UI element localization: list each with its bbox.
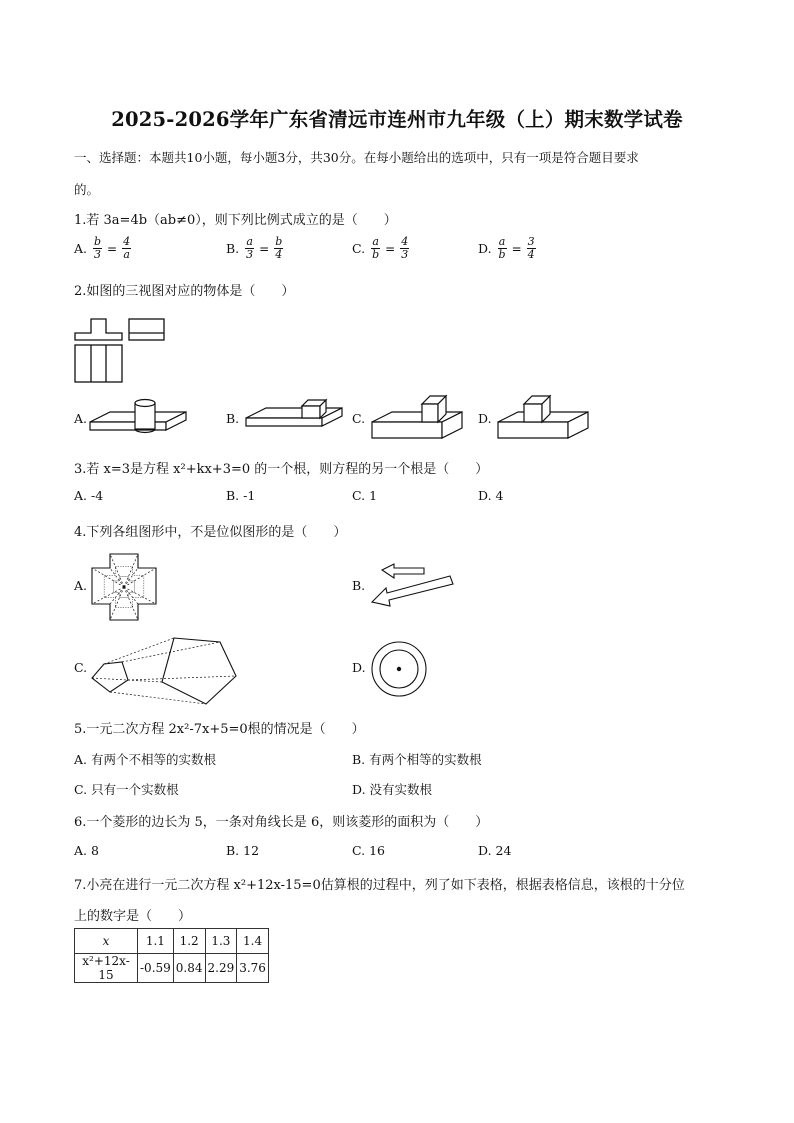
q2-option-c[interactable]: C.	[352, 411, 366, 426]
q4-option-a-figure	[90, 552, 158, 622]
q4-option-d-figure	[370, 640, 430, 700]
three-view-figure	[74, 316, 166, 384]
q4-option-c-figure	[88, 634, 240, 706]
q4-option-a[interactable]: A.	[74, 578, 88, 593]
question-4-stem: 4.下列各组图形中，不是位似图形的是（ ）	[74, 525, 347, 540]
q2-option-a-figure	[88, 396, 188, 442]
q7-table	[74, 928, 269, 983]
q6-option-b[interactable]: B. 12	[226, 843, 260, 858]
q2-option-b[interactable]: B.	[226, 411, 240, 426]
q2-option-d[interactable]: D.	[478, 411, 492, 426]
q4-option-c[interactable]: C.	[74, 660, 88, 675]
q2-option-c-figure	[370, 392, 468, 446]
q5-option-a[interactable]: A. 有两个不相等的实数根	[74, 752, 216, 767]
fraction: $\frac{b}{3}$	[94, 235, 102, 261]
q5-option-b[interactable]: B. 有两个相等的实数根	[352, 752, 482, 767]
q1-option-d[interactable]: D. $\frac{a}{b}$ = $\frac{3}{4}$	[478, 235, 535, 261]
q1-option-b[interactable]: B. $\frac{a}{3}$ = $\frac{b}{4}$	[226, 235, 283, 261]
table-row	[75, 954, 269, 983]
q3-option-d[interactable]: D. 4	[478, 488, 504, 503]
question-6-stem: 6.一个菱形的边长为 5，一条对角线长是 6，则该菱形的面积为（ ）	[74, 815, 489, 830]
fraction: $\frac{4}{a}$	[123, 235, 131, 261]
fraction: $\frac{b}{4}$	[275, 235, 283, 261]
table-cell: 1.4	[237, 929, 269, 954]
q5-option-d[interactable]: D. 没有实数根	[352, 782, 433, 797]
table-cell: x²+12x-15	[75, 954, 138, 983]
q2-option-d-figure	[496, 392, 592, 446]
question-7-stem-line2: 上的数字是（ ）	[74, 909, 192, 924]
table-cell: 0.84	[173, 954, 205, 983]
q1-option-c[interactable]: C. $\frac{a}{b}$ = $\frac{4}{3}$	[352, 235, 409, 261]
q2-option-b-figure	[244, 396, 344, 440]
q5-option-c[interactable]: C. 只有一个实数根	[74, 782, 179, 797]
table-cell: -0.59	[138, 954, 174, 983]
fraction: $\frac{a}{b}$	[372, 235, 380, 261]
fraction: $\frac{4}{3}$	[401, 235, 409, 261]
page-title: 2025-2026学年广东省清远市连州市九年级（上）期末数学试卷	[111, 108, 683, 131]
table-cell: x	[75, 929, 138, 954]
table-cell: 3.76	[237, 954, 269, 983]
table-cell: 1.1	[138, 929, 174, 954]
q6-option-d[interactable]: D. 24	[478, 843, 512, 858]
q3-option-a[interactable]: A. -4	[74, 488, 104, 503]
section-instructions-line2: 的。	[74, 182, 100, 197]
q4-option-d[interactable]: D.	[352, 660, 366, 675]
q6-option-a[interactable]: A. 8	[74, 843, 99, 858]
table-row	[75, 929, 269, 954]
table-cell: 2.29	[205, 954, 237, 983]
q3-option-c[interactable]: C. 1	[352, 488, 378, 503]
question-7-stem-line1: 7.小亮在进行一元二次方程 x²+12x-15=0估算根的过程中，列了如下表格，根据表格信息，该根的十分位	[74, 878, 685, 893]
q2-option-a[interactable]: A.	[74, 411, 88, 426]
table-cell: 1.2	[173, 929, 205, 954]
question-1-stem: 1.若 3a=4b（ab≠0），则下列比例式成立的是（ ）	[74, 213, 397, 228]
question-3-stem: 3.若 x=3是方程 x²+kx+3=0 的一个根，则方程的另一个根是（ ）	[74, 462, 489, 477]
question-5-stem: 5.一元二次方程 2x²-7x+5=0根的情况是（ ）	[74, 722, 365, 737]
q6-option-c[interactable]: C. 16	[352, 843, 385, 858]
question-2-stem: 2.如图的三视图对应的物体是（ ）	[74, 284, 295, 299]
q4-option-b-figure	[368, 562, 458, 610]
q3-option-b[interactable]: B. -1	[226, 488, 256, 503]
fraction: $\frac{3}{4}$	[527, 235, 535, 261]
q1-option-a[interactable]: A. $\frac{b}{3}$ = $\frac{4}{a}$	[74, 235, 131, 261]
section-instructions-line1: 一、选择题：本题共10小题，每小题3分，共30分。在每小题给出的选项中，只有一项是符合题目要求	[74, 150, 639, 165]
fraction: $\frac{a}{b}$	[498, 235, 506, 261]
fraction: $\frac{a}{3}$	[246, 235, 254, 261]
q4-option-b[interactable]: B.	[352, 578, 366, 593]
table-cell: 1.3	[205, 929, 237, 954]
